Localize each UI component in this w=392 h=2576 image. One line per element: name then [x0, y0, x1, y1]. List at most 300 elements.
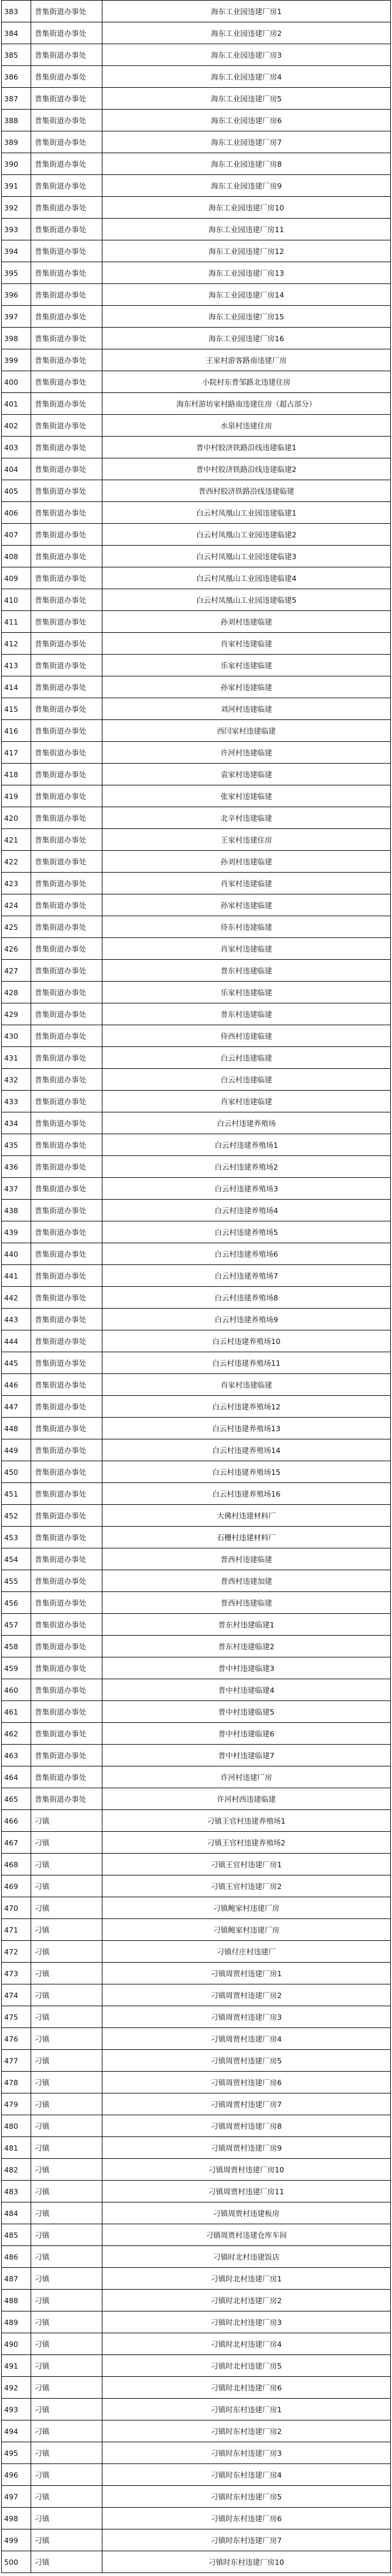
- row-item-name: 白云村违建养殖场6: [102, 1243, 391, 1265]
- table-row: [2, 1897, 391, 1919]
- row-item-name: 白云村违建养殖场2: [102, 1156, 391, 1178]
- row-unit: 普集街道办事处: [31, 1483, 102, 1505]
- row-item-name: 白云村违建养殖场3: [102, 1178, 391, 1200]
- table-row: [2, 698, 391, 720]
- row-item-name: 海东工业园违建厂房7: [102, 131, 391, 153]
- row-number: 387: [2, 88, 31, 110]
- row-number: 422: [2, 851, 31, 873]
- row-item-name: 海东工业园违建厂房12: [102, 240, 391, 262]
- row-unit: 普集街道办事处: [31, 502, 102, 524]
- table-row: [2, 66, 391, 88]
- row-number: 483: [2, 2181, 31, 2202]
- row-unit: 普集街道办事处: [31, 371, 102, 393]
- row-number: 389: [2, 131, 31, 153]
- row-unit: 普集街道办事处: [31, 807, 102, 829]
- row-item-name: 肖家村违建临建: [102, 1091, 391, 1112]
- row-item-name: 海东工业园违建厂房3: [102, 44, 391, 66]
- row-number: 386: [2, 66, 31, 88]
- table-row: [2, 2246, 391, 2268]
- table-row: [2, 44, 391, 66]
- table-row: [2, 720, 391, 742]
- row-unit: 普集街道办事处: [31, 219, 102, 240]
- row-unit: 普集街道办事处: [31, 1614, 102, 1636]
- row-number: 385: [2, 44, 31, 66]
- row-unit: 普集街道办事处: [31, 44, 102, 66]
- row-number: 408: [2, 546, 31, 567]
- row-number: 498: [2, 2508, 31, 2529]
- table-row: [2, 1374, 391, 1396]
- row-unit: 普集街道办事处: [31, 415, 102, 437]
- row-number: 403: [2, 437, 31, 458]
- row-item-name: 侍西村违建临建: [102, 1025, 391, 1047]
- row-number: 496: [2, 2464, 31, 2486]
- row-number: 461: [2, 1701, 31, 1723]
- row-item-name: 普东村违建临建2: [102, 1636, 391, 1657]
- row-unit: 刁镇: [31, 2464, 102, 2486]
- row-number: 425: [2, 916, 31, 938]
- row-unit: 普集街道办事处: [31, 1461, 102, 1483]
- row-number: 420: [2, 807, 31, 829]
- row-number: 435: [2, 1134, 31, 1156]
- row-number: 480: [2, 2115, 31, 2137]
- row-unit: 刁镇: [31, 1832, 102, 1854]
- row-number: 431: [2, 1047, 31, 1069]
- row-item-name: 小院村东普邹路北违建住房: [102, 371, 391, 393]
- table-row: [2, 2159, 391, 2181]
- row-number: 460: [2, 1679, 31, 1701]
- table-row: [2, 219, 391, 240]
- table-row: [2, 960, 391, 982]
- row-number: 399: [2, 349, 31, 371]
- table-row: [2, 1200, 391, 1221]
- table-row: [2, 916, 391, 938]
- row-number: 394: [2, 240, 31, 262]
- row-item-name: 白云村违建养殖场13: [102, 1418, 391, 1439]
- row-number: 401: [2, 393, 31, 415]
- table-row: [2, 437, 391, 458]
- row-item-name: 海东工业园违建厂房14: [102, 284, 391, 306]
- row-item-name: 海东工业园违建厂房11: [102, 219, 391, 240]
- row-item-name: 白云村违建养殖场7: [102, 1265, 391, 1287]
- table-row: [2, 1396, 391, 1418]
- row-unit: 普集街道办事处: [31, 1570, 102, 1592]
- row-unit: 普集街道办事处: [31, 1527, 102, 1548]
- row-number: 499: [2, 2529, 31, 2551]
- row-number: 398: [2, 328, 31, 349]
- table-row: [2, 1723, 391, 1745]
- table-row: [2, 1025, 391, 1047]
- table-row: [2, 589, 391, 611]
- row-unit: 普集街道办事处: [31, 611, 102, 633]
- row-item-name: 白云村违建养殖场8: [102, 1287, 391, 1309]
- row-unit: 普集街道办事处: [31, 1025, 102, 1047]
- row-item-name: 刁镇周贾村违建板房: [102, 2202, 391, 2224]
- row-item-name: 刁镇时北村违建厂房6: [102, 2377, 391, 2399]
- row-number: 476: [2, 2028, 31, 2050]
- row-number: 447: [2, 1396, 31, 1418]
- row-unit: 普集街道办事处: [31, 1200, 102, 1221]
- row-unit: 普集街道办事处: [31, 938, 102, 960]
- row-number: 495: [2, 2442, 31, 2464]
- row-number: 441: [2, 1265, 31, 1287]
- row-number: 492: [2, 2377, 31, 2399]
- row-item-name: 白云村违建养殖场10: [102, 1330, 391, 1352]
- row-item-name: 普中村违建临建7: [102, 1745, 391, 1766]
- row-unit: 普集街道办事处: [31, 1505, 102, 1527]
- table-row: [2, 1984, 391, 2006]
- row-item-name: 刁镇周贾村违建厂房1: [102, 1963, 391, 1984]
- table-row: [2, 546, 391, 567]
- row-item-name: 普中村胶济铁路沿线违建临建1: [102, 437, 391, 458]
- row-item-name: 白云村违建养殖场12: [102, 1396, 391, 1418]
- row-number: 421: [2, 829, 31, 851]
- row-number: 446: [2, 1374, 31, 1396]
- row-item-name: 刁镇周贾村违建厂房6: [102, 2072, 391, 2093]
- row-item-name: 肖家村违建临建: [102, 633, 391, 655]
- row-unit: 刁镇: [31, 2246, 102, 2268]
- row-unit: 普集街道办事处: [31, 655, 102, 676]
- row-unit: 刁镇: [31, 2333, 102, 2355]
- table-row: [2, 197, 391, 219]
- row-unit: 普集街道办事处: [31, 1134, 102, 1156]
- row-item-name: 刁镇时北村违建饭店: [102, 2246, 391, 2268]
- table-row: [2, 1505, 391, 1527]
- row-unit: 刁镇: [31, 2115, 102, 2137]
- row-unit: 普集街道办事处: [31, 1788, 102, 1810]
- row-item-name: 王家村游客路南违建厂房: [102, 349, 391, 371]
- table-row: [2, 306, 391, 328]
- row-unit: 普集街道办事处: [31, 1265, 102, 1287]
- row-unit: 普集街道办事处: [31, 524, 102, 546]
- table-row: [2, 502, 391, 524]
- row-unit: 普集街道办事处: [31, 1309, 102, 1330]
- row-number: 453: [2, 1527, 31, 1548]
- row-item-name: 白云村凤凰山工业园违建临建4: [102, 567, 391, 589]
- table-row: [2, 1352, 391, 1374]
- row-item-name: 海东村游坊家村路南违建住房（超占部分）: [102, 393, 391, 415]
- row-unit: 普集街道办事处: [31, 480, 102, 502]
- row-unit: 普集街道办事处: [31, 546, 102, 567]
- row-unit: 普集街道办事处: [31, 88, 102, 110]
- table-row: [2, 1265, 391, 1287]
- row-number: 468: [2, 1854, 31, 1875]
- table-row: [2, 153, 391, 175]
- demolition-list-table: [1, 0, 391, 2573]
- table-row: [2, 2442, 391, 2464]
- row-number: 383: [2, 1, 31, 22]
- row-item-name: 大佛村违建材料厂: [102, 1505, 391, 1527]
- row-unit: 普集街道办事处: [31, 1112, 102, 1134]
- row-unit: 刁镇: [31, 2050, 102, 2072]
- row-number: 493: [2, 2399, 31, 2420]
- row-item-name: 普中村违建临建6: [102, 1723, 391, 1745]
- row-number: 390: [2, 153, 31, 175]
- row-item-name: 白云村凤凰山工业园违建临建1: [102, 502, 391, 524]
- row-unit: 普集街道办事处: [31, 1287, 102, 1309]
- row-item-name: 刁镇时东村违建厂房3: [102, 2442, 391, 2464]
- row-unit: 普集街道办事处: [31, 633, 102, 655]
- row-number: 438: [2, 1200, 31, 1221]
- row-unit: 普集街道办事处: [31, 458, 102, 480]
- row-unit: 刁镇: [31, 2290, 102, 2311]
- table-row: [2, 2072, 391, 2093]
- row-number: 477: [2, 2050, 31, 2072]
- row-item-name: 白云村凤凰山工业园违建临建2: [102, 524, 391, 546]
- row-number: 400: [2, 371, 31, 393]
- table-row: [2, 1679, 391, 1701]
- row-number: 432: [2, 1069, 31, 1091]
- row-unit: 普集街道办事处: [31, 153, 102, 175]
- row-item-name: 石栅村违建材料厂: [102, 1527, 391, 1548]
- table-row: [2, 785, 391, 807]
- row-item-name: 刁镇周贾村违建厂房4: [102, 2028, 391, 2050]
- row-number: 424: [2, 894, 31, 916]
- row-item-name: 普中村违建临建3: [102, 1657, 391, 1679]
- row-item-name: 白云村违建临建: [102, 1047, 391, 1069]
- table-row: [2, 1527, 391, 1548]
- row-item-name: 海东工业园违建厂房8: [102, 153, 391, 175]
- table-row: [2, 458, 391, 480]
- row-unit: 刁镇: [31, 2551, 102, 2573]
- row-unit: 普集街道办事处: [31, 698, 102, 720]
- row-item-name: 海东工业园违建厂房13: [102, 262, 391, 284]
- row-unit: 普集街道办事处: [31, 785, 102, 807]
- row-number: 452: [2, 1505, 31, 1527]
- row-number: 392: [2, 197, 31, 219]
- row-unit: 普集街道办事处: [31, 676, 102, 698]
- row-unit: 普集街道办事处: [31, 262, 102, 284]
- table-row: [2, 284, 391, 306]
- row-unit: 刁镇: [31, 2072, 102, 2093]
- row-unit: 普集街道办事处: [31, 1156, 102, 1178]
- table-row: [2, 1330, 391, 1352]
- table-row: [2, 2028, 391, 2050]
- row-item-name: 海东工业园违建厂房6: [102, 110, 391, 131]
- row-number: 474: [2, 1984, 31, 2006]
- table-row: [2, 1483, 391, 1505]
- table-row: [2, 1461, 391, 1483]
- row-item-name: 刁镇时东村违建厂房6: [102, 2508, 391, 2529]
- row-unit: 普集街道办事处: [31, 1745, 102, 1766]
- table-row: [2, 240, 391, 262]
- row-unit: 普集街道办事处: [31, 22, 102, 44]
- table-row: [2, 2181, 391, 2202]
- row-item-name: 海东工业园违建厂房16: [102, 328, 391, 349]
- row-unit: 普集街道办事处: [31, 873, 102, 894]
- row-number: 451: [2, 1483, 31, 1505]
- row-number: 478: [2, 2072, 31, 2093]
- row-unit: 刁镇: [31, 1963, 102, 1984]
- table-row: [2, 1919, 391, 1941]
- table-row: [2, 1810, 391, 1832]
- table-row: [2, 328, 391, 349]
- row-number: 434: [2, 1112, 31, 1134]
- row-unit: 普集街道办事处: [31, 1439, 102, 1461]
- row-item-name: 刁镇周贾村违建厂房7: [102, 2093, 391, 2115]
- row-number: 485: [2, 2224, 31, 2246]
- row-item-name: 普西村违建加建: [102, 1570, 391, 1592]
- row-item-name: 白云村违建养殖场4: [102, 1200, 391, 1221]
- table-row: [2, 1287, 391, 1309]
- row-number: 467: [2, 1832, 31, 1854]
- row-number: 494: [2, 2420, 31, 2442]
- row-number: 469: [2, 1875, 31, 1897]
- row-item-name: 刁镇王官村违建厂房2: [102, 1875, 391, 1897]
- row-item-name: 刁镇周贾村违建厂房10: [102, 2159, 391, 2181]
- row-item-name: 白云村违建养殖场11: [102, 1352, 391, 1374]
- row-unit: 刁镇: [31, 2006, 102, 2028]
- row-unit: 普集街道办事处: [31, 720, 102, 742]
- row-item-name: 普中村违建临建4: [102, 1679, 391, 1701]
- row-unit: 普集街道办事处: [31, 894, 102, 916]
- row-unit: 刁镇: [31, 2181, 102, 2202]
- table-row: [2, 1963, 391, 1984]
- row-unit: 刁镇: [31, 2442, 102, 2464]
- row-unit: 普集街道办事处: [31, 1352, 102, 1374]
- row-unit: 刁镇: [31, 2420, 102, 2442]
- row-unit: 普集街道办事处: [31, 1592, 102, 1614]
- row-unit: 普集街道办事处: [31, 284, 102, 306]
- row-item-name: 刁镇时东村违建厂房4: [102, 2464, 391, 2486]
- table-row: [2, 655, 391, 676]
- table-row: [2, 982, 391, 1003]
- row-unit: 普集街道办事处: [31, 1418, 102, 1439]
- table-row: [2, 131, 391, 153]
- row-item-name: 刁镇王官村违建厂房1: [102, 1854, 391, 1875]
- table-row: [2, 1788, 391, 1810]
- row-item-name: 肖家村违建临建: [102, 1374, 391, 1396]
- row-item-name: 普西村胶济铁路沿线违建临建: [102, 480, 391, 502]
- table-row: [2, 1636, 391, 1657]
- row-unit: 普集街道办事处: [31, 1657, 102, 1679]
- table-row: [2, 2355, 391, 2377]
- table-row: [2, 1745, 391, 1766]
- row-unit: 刁镇: [31, 2224, 102, 2246]
- row-number: 427: [2, 960, 31, 982]
- row-unit: 普集街道办事处: [31, 1221, 102, 1243]
- table-row: [2, 1134, 391, 1156]
- row-number: 418: [2, 764, 31, 785]
- row-unit: 普集街道办事处: [31, 328, 102, 349]
- table-row: [2, 2050, 391, 2072]
- table-row: [2, 851, 391, 873]
- row-number: 464: [2, 1766, 31, 1788]
- row-unit: 普集街道办事处: [31, 982, 102, 1003]
- row-unit: 刁镇: [31, 2529, 102, 2551]
- row-unit: 普集街道办事处: [31, 829, 102, 851]
- row-unit: 普集街道办事处: [31, 1, 102, 22]
- row-number: 455: [2, 1570, 31, 1592]
- table-row: [2, 2006, 391, 2028]
- row-item-name: 许河村违建厂房: [102, 1766, 391, 1788]
- row-number: 487: [2, 2268, 31, 2290]
- row-number: 442: [2, 1287, 31, 1309]
- row-item-name: 普东村违建临建: [102, 1003, 391, 1025]
- row-number: 402: [2, 415, 31, 437]
- table-row: [2, 1418, 391, 1439]
- row-number: 486: [2, 2246, 31, 2268]
- row-number: 416: [2, 720, 31, 742]
- row-number: 439: [2, 1221, 31, 1243]
- row-item-name: 刁镇时北村违建厂房2: [102, 2290, 391, 2311]
- row-item-name: 王家村违建住房: [102, 829, 391, 851]
- row-item-name: 水泉村违建住房: [102, 415, 391, 437]
- row-number: 489: [2, 2311, 31, 2333]
- table-row: [2, 1439, 391, 1461]
- table-row: [2, 676, 391, 698]
- row-number: 458: [2, 1636, 31, 1657]
- row-number: 445: [2, 1352, 31, 1374]
- row-unit: 普集街道办事处: [31, 1396, 102, 1418]
- row-number: 473: [2, 1963, 31, 1984]
- row-item-name: 刁镇周贾村违建厂房11: [102, 2181, 391, 2202]
- table-row: [2, 1309, 391, 1330]
- row-item-name: 白云村违建养殖场9: [102, 1309, 391, 1330]
- table-row: [2, 88, 391, 110]
- row-number: 491: [2, 2355, 31, 2377]
- table-row: [2, 110, 391, 131]
- row-unit: 普集街道办事处: [31, 1243, 102, 1265]
- row-item-name: 海东工业园违建厂房5: [102, 88, 391, 110]
- table-row: [2, 2464, 391, 2486]
- row-item-name: 白云村违建养殖场16: [102, 1483, 391, 1505]
- row-number: 396: [2, 284, 31, 306]
- row-unit: 刁镇: [31, 2159, 102, 2181]
- table-row: [2, 611, 391, 633]
- row-item-name: 刁镇周贾村违建厂房9: [102, 2137, 391, 2159]
- table-row: [2, 1091, 391, 1112]
- table-row: [2, 1570, 391, 1592]
- row-number: 412: [2, 633, 31, 655]
- table-row: [2, 2529, 391, 2551]
- table-row: [2, 1832, 391, 1854]
- row-unit: 普集街道办事处: [31, 916, 102, 938]
- row-item-name: 海东工业园违建厂房9: [102, 175, 391, 197]
- table-row: [2, 894, 391, 916]
- row-unit: 普集街道办事处: [31, 1330, 102, 1352]
- row-number: 414: [2, 676, 31, 698]
- row-unit: 普集街道办事处: [31, 1723, 102, 1745]
- row-unit: 普集街道办事处: [31, 567, 102, 589]
- row-unit: 普集街道办事处: [31, 1636, 102, 1657]
- row-item-name: 刁镇周贾村违建厂房5: [102, 2050, 391, 2072]
- row-item-name: 乐家村违建临建: [102, 982, 391, 1003]
- table-row: [2, 1178, 391, 1200]
- row-item-name: 袁家村违建临建: [102, 764, 391, 785]
- row-unit: 刁镇: [31, 2355, 102, 2377]
- row-item-name: 海东工业园违建厂房1: [102, 1, 391, 22]
- row-unit: 普集街道办事处: [31, 349, 102, 371]
- row-item-name: 刁镇时东村违建厂房1: [102, 2399, 391, 2420]
- row-number: 437: [2, 1178, 31, 1200]
- row-unit: 普集街道办事处: [31, 240, 102, 262]
- table-row: [2, 1766, 391, 1788]
- row-unit: 刁镇: [31, 1897, 102, 1919]
- table-row: [2, 764, 391, 785]
- table-row: [2, 567, 391, 589]
- row-unit: 刁镇: [31, 1919, 102, 1941]
- table-row: [2, 2202, 391, 2224]
- row-unit: 普集街道办事处: [31, 1374, 102, 1396]
- table-row: [2, 393, 391, 415]
- table-body: [2, 1, 391, 2573]
- row-number: 463: [2, 1745, 31, 1766]
- table-row: [2, 262, 391, 284]
- table-row: [2, 22, 391, 44]
- row-number: 404: [2, 458, 31, 480]
- row-item-name: 刁镇时北村违建厂房4: [102, 2333, 391, 2355]
- row-item-name: 白云村违建养殖场15: [102, 1461, 391, 1483]
